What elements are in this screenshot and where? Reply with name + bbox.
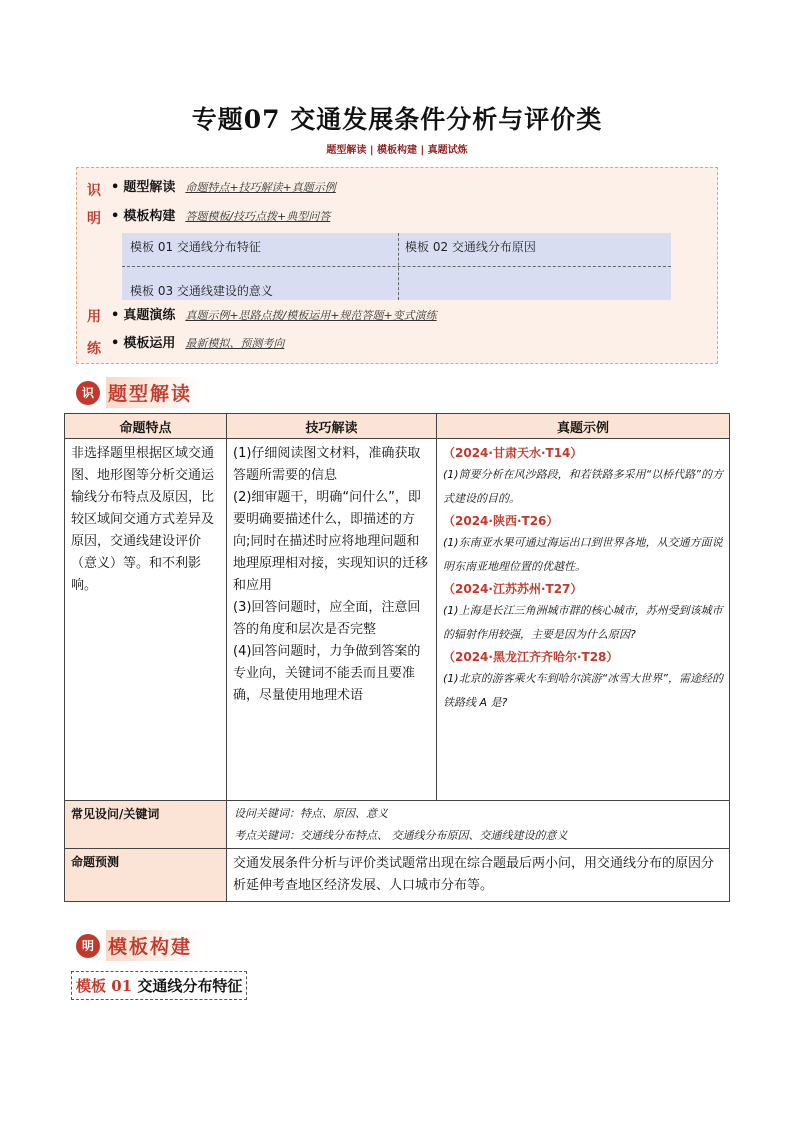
forecast-label: 命题预测 (65, 849, 227, 902)
template-item[interactable]: 模板 01 交通线分布特征 (130, 240, 261, 254)
skills-cell (227, 439, 437, 801)
example-question: (1)简要分析在风沙路段，和若铁路多采用“以桥代路”的方式建设的目的。 (443, 468, 723, 505)
skill-item: (1)仔细阅读图文材料，准确获取答题所需要的信息 (233, 446, 421, 483)
example-question: (1)东南亚水果可通过海运出口到世界各地，从交通方面说明东南亚地理位置的优越性。 (443, 536, 723, 573)
page-title: 专题07 交通发展条件分析与评价类 (191, 105, 603, 134)
badge-icon: 明 (76, 934, 100, 958)
section-title: 题型解读 (106, 377, 202, 408)
section-header (76, 930, 202, 961)
skill-item: (4)回答问题时，力争做到答案的专业向，关键词不能丢而且要准确，尽量使用地理术语 (233, 644, 421, 703)
keywords-label: 常见设问/关键词 (65, 801, 227, 849)
example-question: (1)上海是长江三角洲城市群的核心城市，苏州受到该城市的辐射作用较强，主要是因为什么原因? (443, 604, 723, 641)
example-source: （2024·江苏苏州·T27） (443, 582, 583, 596)
skill-item: (2)细审题干，明确“问什么”，即要明确要描述什么，即描述的方向;同时在描述时应将地理问题和地理原理相对接，实现知识的迁移和应用 (233, 490, 429, 593)
template-item[interactable]: 模板 02 交通线分布原因 (405, 240, 536, 254)
keyword-line: 考点关键词：交通线分布特点、 交通线分布原因、交通线建设的意义 (234, 829, 568, 842)
analysis-table (64, 413, 730, 902)
column-header: 命题特点 (65, 414, 227, 439)
side-char: 练 (87, 341, 101, 357)
section-header (76, 377, 202, 408)
side-char: 用 (87, 309, 101, 325)
outline-item: • 题型解读 命题特点+技巧解读+真题示例 (111, 180, 336, 195)
examples-cell (437, 439, 730, 801)
outline-item: • 模板构建 答题模板/技巧点拨+典型问答 (111, 209, 331, 224)
column-header: 技巧解读 (227, 414, 437, 439)
keywords-cell (227, 801, 730, 849)
keyword-line: 设问关键词：特点、原因、意义 (234, 807, 388, 820)
forecast-cell: 交通发展条件分析与评价类试题常出现在综合题最后两小问，用交通线分布的原因分析延伸考查地区经济发展、人口城市分布等。 (227, 849, 730, 902)
template-heading: 模板 01 交通线分布特征 (71, 971, 247, 1000)
skill-item: (3)回答问题时，应全面，注意回答的角度和层次是否完整 (233, 600, 421, 637)
example-source: （2024·陕西·T26） (443, 514, 559, 528)
grid-divider (122, 266, 671, 267)
side-char: 明 (87, 211, 101, 227)
badge-icon: 识 (76, 381, 100, 405)
page-subtitle: 题型解读 | 模板构建 | 真题试炼 (326, 145, 468, 156)
side-char: 识 (87, 183, 101, 199)
outline-item: • 模板运用 最新模拟、预测考向 (111, 336, 285, 351)
example-source: （2024·黑龙江齐齐哈尔·T28） (443, 650, 619, 664)
example-source: （2024·甘肃天水·T14） (443, 446, 583, 460)
section-title: 模板构建 (106, 930, 202, 961)
column-header: 真题示例 (437, 414, 730, 439)
example-question: (1)北京的游客乘火车到哈尔滨游“冰雪大世界”，需途经的铁路线 A 是? (443, 672, 723, 709)
template-item[interactable]: 模板 03 交通线建设的意义 (130, 284, 273, 298)
feature-cell: 非选择题里根据区域交通图、地形图等分析交通运输线分布特点及原因，比较区域间交通方式差异及原因，交通线建设评价（意义）等。和不利影响。 (65, 439, 227, 801)
outline-item: • 真题演练 真题示例+思路点拨/模板运用+规范答题+变式演练 (111, 308, 437, 323)
